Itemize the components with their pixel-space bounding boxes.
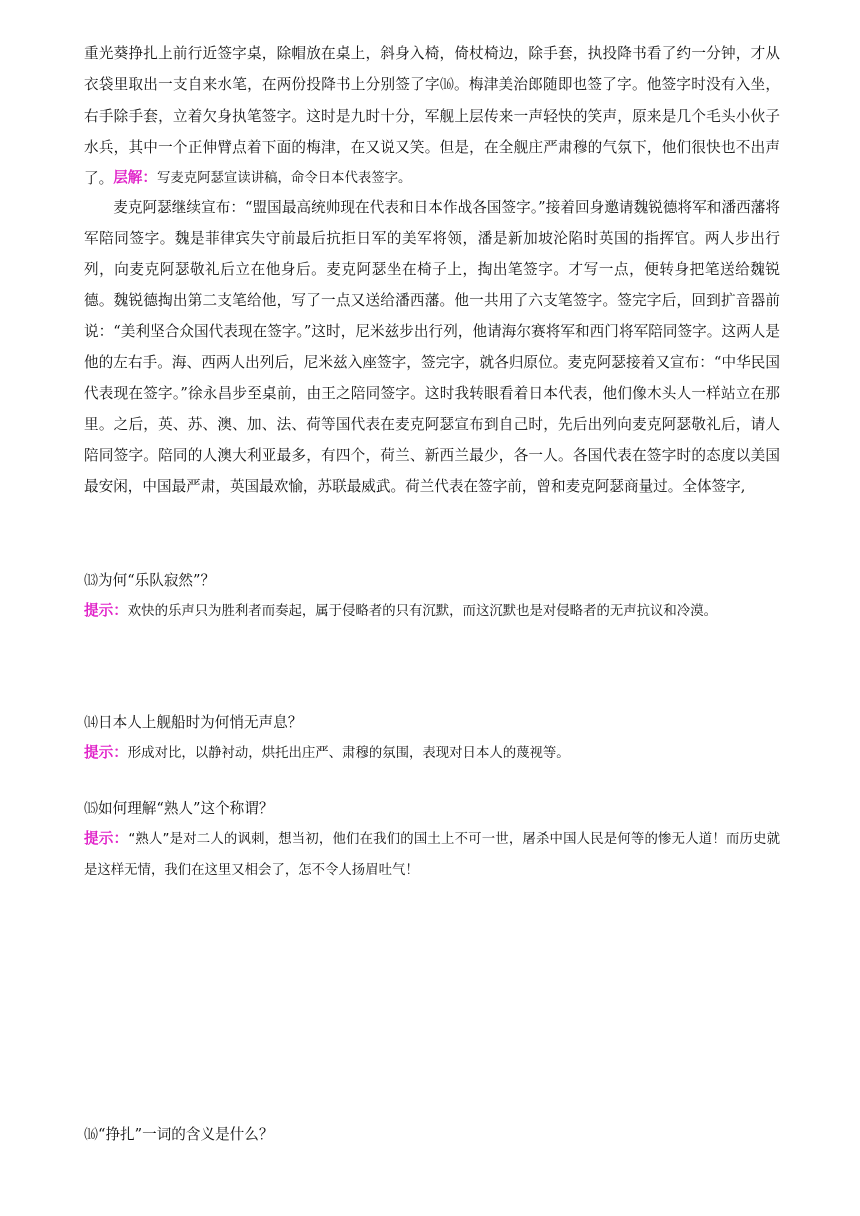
passage-text: 。梅津美治郎随即也签了字。他签字时没有入坐，右手除手套，立着欠身执笔签字。这时是九时十分，军舰上层传来一声轻快的笑声，原来是几个毛头小伙子水兵，其中一个正伸臂点着下面的梅津，在又说又笑。但是，在全舰庄严肃穆的气氛下，他们很快也不出声了。 xyxy=(84,76,780,187)
question-13 xyxy=(84,566,780,627)
question-number: ⒁ xyxy=(84,715,98,731)
question-15 xyxy=(84,794,780,886)
question-label: “挣扎”一词的含义是什么？ xyxy=(98,1126,274,1143)
hint-label: 提示： xyxy=(84,602,128,619)
hint-text: “熟人”是对二人的讽刺，想当初，他们在我们的国土上不可一世，屠杀中国人民是何等的惨无人道！而历史就是这样无情，我们在这里又相会了，怎不令人扬眉吐气！ xyxy=(84,832,780,878)
hint-text: 形成对比，以静衬动，烘托出庄严、肃穆的氛围，表现对日本人的蔑视等。 xyxy=(127,746,570,761)
hint-label: 提示： xyxy=(84,830,129,847)
hint-label: 提示： xyxy=(84,744,128,761)
question-text xyxy=(84,794,780,824)
question-text xyxy=(84,708,780,738)
layer-text: 写麦克阿瑟宣读讲稿，命令日本代表签字。 xyxy=(156,171,412,186)
question-text xyxy=(84,566,780,596)
layer-label: 层解： xyxy=(113,169,157,186)
question-16 xyxy=(84,1120,780,1150)
layer-explanation xyxy=(84,162,780,194)
hint-block xyxy=(84,596,780,627)
question-label: 如何理解“熟人”这个称谓？ xyxy=(98,800,274,817)
question-label: 为何“乐队寂然”？ xyxy=(98,572,216,589)
passage-text: 麦克阿瑟继续宣布：“盟国最高统帅现在代表和日本作战各国签字。”接着回身邀请魏锐德将军和潘西藩将军陪同签字。魏是菲律宾失守前最后抗拒日军的美军将领，潘是新加坡沦陷时英国的指挥官。两人步出行列，向麦克阿瑟敬礼后立在他身后。麦克阿瑟坐在椅子上，掏出笔签字。才写一点，便转身把笔送给魏锐德。魏锐德掏出第二支笔给他，写了一点又送给潘西藩。他一共用了六支笔签字。签完字后，回到扩音器前说：“美利坚合众国代表现在签字。”这时，尼米兹步出行列，他请海尔赛将军和西门将军陪同签字。这两人是他的左右手。海、西两人出列后，尼米兹入座签字，签完字，就各归原位。麦克阿瑟接着又宣布：“中华民国代表现在签字。”徐永昌步至桌前，由王之陪同签字。这时我转眼看着日本代表，他们像木头人一样站立在那里。之后，英、苏、澳、加、法、荷等国代表在麦克阿瑟宣布到自己时，先后出列向麦克阿瑟敬礼后，请人陪同签字。陪同的人澳大利亚最多，有四个，荷兰、新西兰最少，各一人。各国代表在签字时的态度以美国最安闲，中国最严肃，英国最欢愉，苏联最威武。荷兰代表在签字前，曾和麦克阿瑟商量过。全体签字, xyxy=(84,199,780,495)
question-label: 日本人上舰船时为何悄无声息？ xyxy=(98,714,303,731)
note-marker: ⒃ xyxy=(439,77,455,93)
hint-block xyxy=(84,824,780,886)
hint-text: 欢快的乐声只为胜利者而奏起，属于侵略者的只有沉默，而这沉默也是对侵略者的无声抗议和冷漠。 xyxy=(127,604,717,619)
question-text xyxy=(84,1120,780,1150)
hint-block xyxy=(84,738,780,769)
question-number: ⒃ xyxy=(84,1127,98,1143)
question-number: ⒀ xyxy=(84,573,98,589)
passage-text: 重光葵挣扎上前行近签字桌，除帽放在桌上，斜身入椅，倚杖椅边，除手套，执投降书看了约一分钟，才从衣袋里取出一支自来水笔，在两份投降书上分别签了字 xyxy=(84,45,780,93)
question-number: ⒂ xyxy=(84,801,98,817)
question-14 xyxy=(84,708,780,769)
passage-paragraph-2 xyxy=(84,192,780,502)
